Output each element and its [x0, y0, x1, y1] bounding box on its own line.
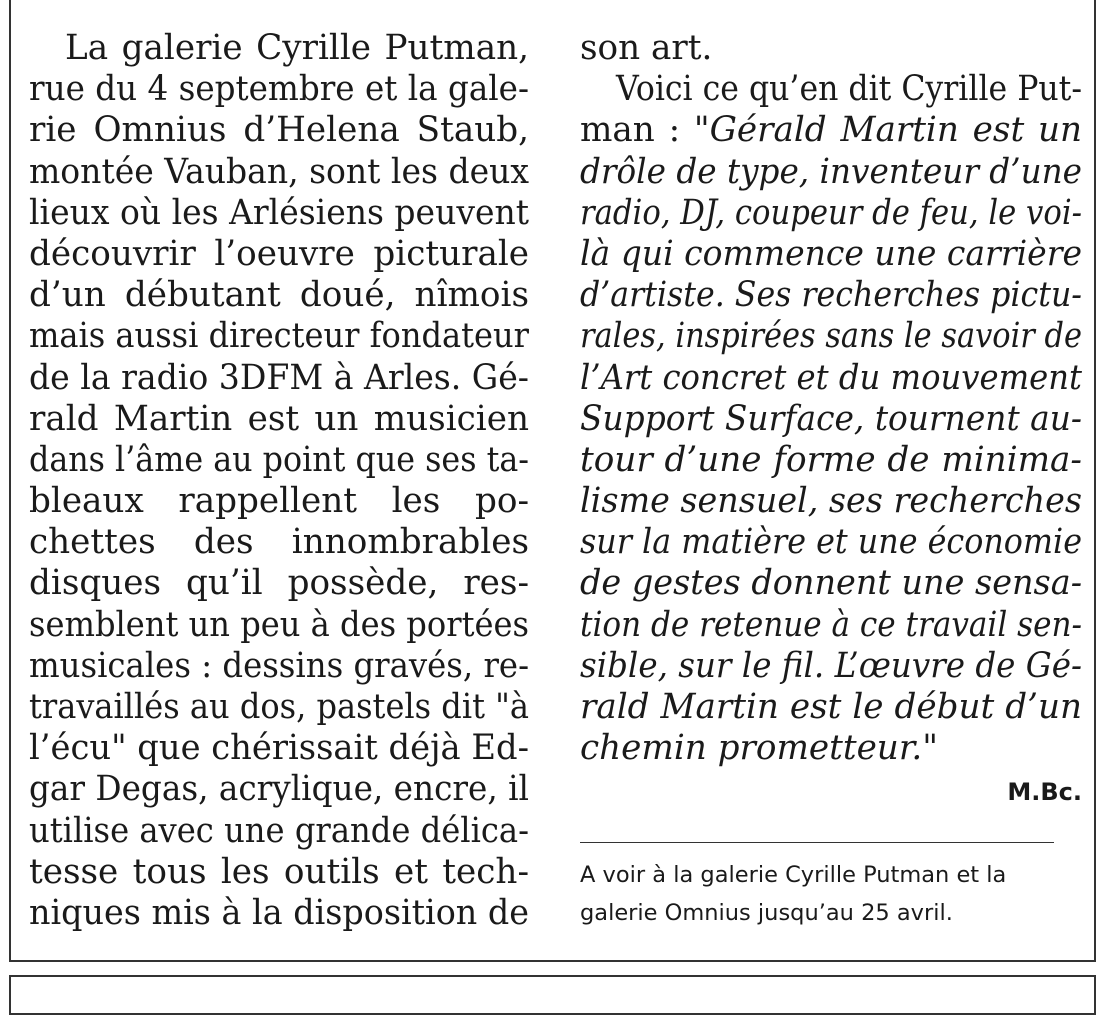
quote-line: radio, DJ, coupeur de feu, le voi- [580, 192, 1082, 233]
paragraph-line: découvrir l’oeuvre picturale [29, 233, 529, 274]
paragraph-line: rue du 4 septembre et la gale- [29, 69, 529, 110]
paragraph-line: semblent un peu à des portées [29, 604, 529, 645]
quote-last-line [580, 728, 1082, 769]
paragraph-line: musicales : dessins gravés, re- [29, 645, 529, 686]
paragraph-line: rald Martin est un musicien [29, 398, 529, 439]
paragraph-line: rie Omnius d’Helena Staub, [29, 110, 529, 151]
quote-line: d’artiste. Ses recherches pictu- [580, 275, 1082, 316]
quote-line: l’Art concret et du mouvement [580, 357, 1082, 398]
quote-text: chemin prometteur. [580, 728, 923, 769]
quote-line: tion de retenue à ce travail sen- [580, 604, 1082, 645]
quote-line: rales, inspirées sans le savoir de [580, 316, 1082, 357]
paragraph-line: travaillés au dos, pastels dit "à [29, 687, 529, 727]
paragraph-line: bleaux rappellent les po- [29, 481, 529, 522]
paragraph-line: l’écu" que chérissait déjà Ed- [29, 728, 529, 769]
quote-line: drôle de type, inventeur d’une [580, 151, 1082, 192]
quote-line: sur la matière et une économie [580, 522, 1082, 563]
paragraph-line: montée Vauban, sont les deux [29, 151, 529, 192]
author-signature: M.Bc. [1007, 778, 1082, 806]
paragraph-line: gar Degas, acrylique, encre, il [29, 769, 529, 810]
next-article-frame [9, 975, 1096, 1015]
quote-line: là qui commence une carrière [580, 233, 1082, 274]
caption-line: A voir à la galerie Cyrille Putman et la [580, 862, 1007, 888]
paragraph-line: tesse tous les outils et tech- [29, 851, 529, 892]
quote-line: Support Surface, tournent au- [580, 398, 1082, 439]
quote-line: lisme sensuel, ses recherches [580, 481, 1082, 522]
quote-intro-line: Voici ce qu’en dit Cyrille Put- [616, 69, 1082, 110]
paragraph-line: mais aussi directeur fondateur [29, 316, 529, 357]
article-right-column [580, 28, 1082, 769]
quote-line: de gestes donnent une sensa- [580, 563, 1082, 604]
paragraph-line: niques mis à la disposition de [29, 892, 529, 933]
exhibition-caption [580, 856, 1060, 932]
article-left-column [29, 28, 529, 934]
paragraph-line: son art. [580, 28, 713, 68]
paragraph-line: disques qu’il possède, res- [29, 563, 529, 604]
caption-line: galerie Omnius jusqu’au 25 avril. [580, 900, 953, 926]
quote-attribution: man : " [580, 110, 710, 151]
quote-line: rald Martin est le début d’un [580, 687, 1082, 727]
quote-line: tour d’une forme de minima- [580, 439, 1082, 480]
paragraph-line: utilise avec une grande délica- [29, 810, 529, 851]
quote-first-line [580, 110, 1082, 151]
paragraph-line: de la radio 3DFM à Arles. Gé- [29, 357, 529, 398]
quote-text: Gérald Martin est un [709, 110, 1082, 151]
caption-divider [580, 842, 1054, 843]
paragraph-line: d’un débutant doué, nîmois [29, 275, 529, 316]
quote-close: " [922, 728, 939, 769]
paragraph-line: La galerie Cyrille Putman, [65, 28, 529, 68]
paragraph-line: dans l’âme au point que ses ta- [29, 439, 529, 480]
signature-block [580, 778, 1082, 806]
paragraph-line: chettes des innombrables [29, 522, 529, 563]
paragraph-line: lieux où les Arlésiens peuvent [29, 192, 529, 233]
quote-line: sible, sur le fil. L’œuvre de Gé- [580, 645, 1082, 686]
